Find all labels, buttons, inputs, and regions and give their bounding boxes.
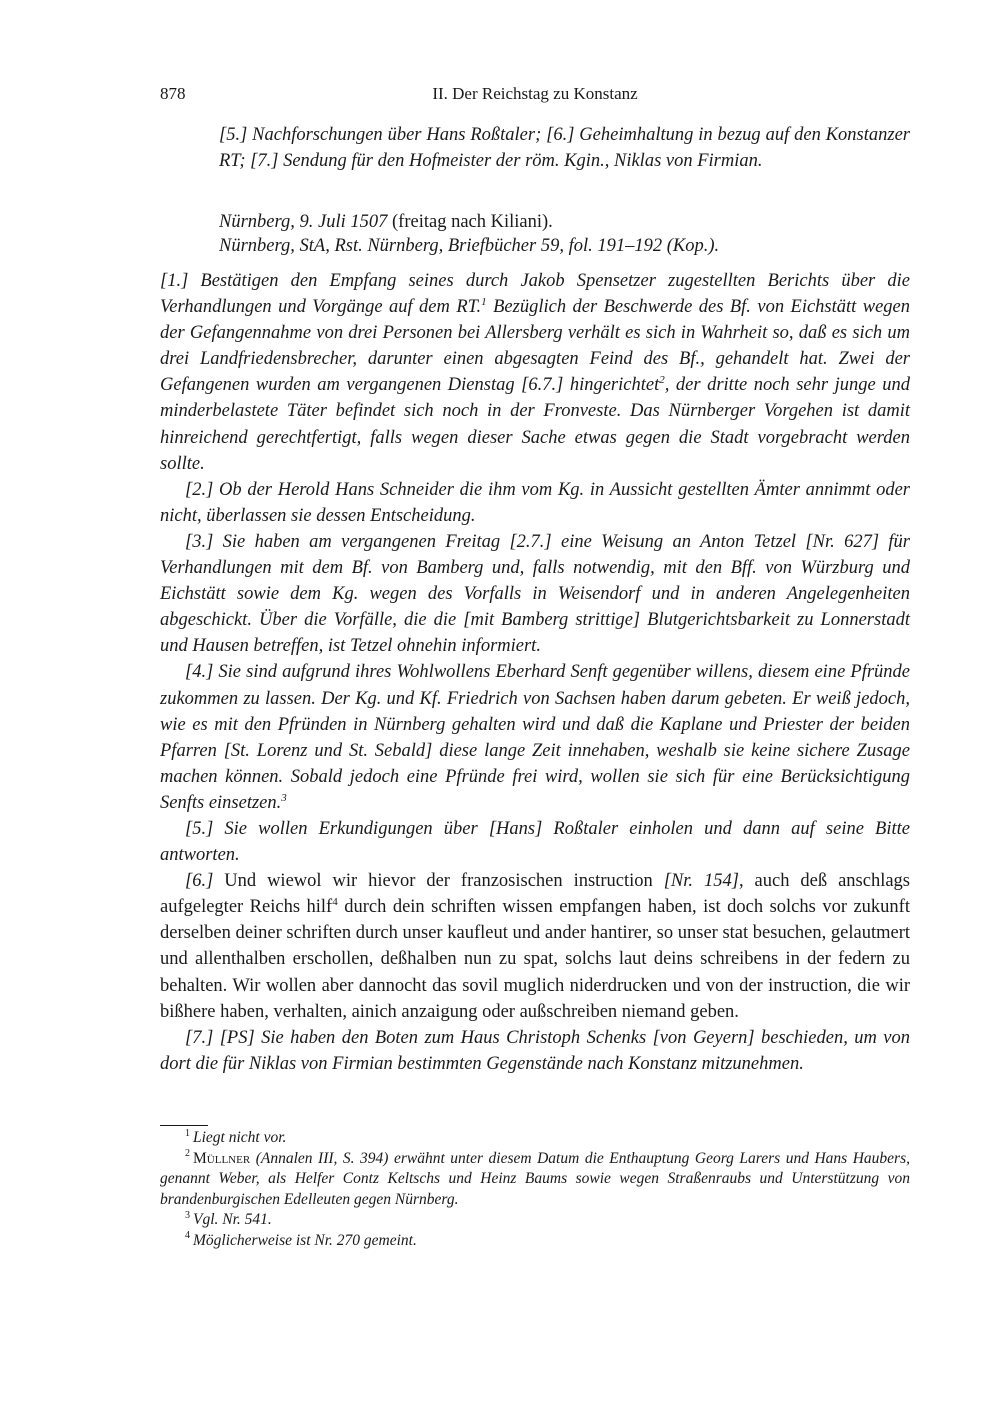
paragraph-1: [160, 268, 910, 477]
footnote-ref-4[interactable]: 4: [332, 896, 338, 909]
footnote-text: Möglicherweise ist Nr. 270 gemeint.: [193, 1231, 417, 1249]
footnote-number: 2: [185, 1148, 190, 1160]
running-head: [160, 84, 910, 108]
paragraph-2: [2.] Ob der Herold Hans Schneider die ihm vom Kg. in Aussicht gestellten Ämter annimmt oder nicht, überlassen sie dessen Entscheidung.: [160, 479, 910, 526]
place-date-line: [219, 210, 910, 234]
footnote-text: (Annalen III, S. 394) erwähnt unter diesem Datum die Enthauptung Georg Larers und Hans Haubers, genannt Weber, als Helfer Contz Keltschs und Heinz Baums sowie wegen Straßenraubs und Unterstützung von brandenburgischen Edelleuten gegen Nürnberg.: [160, 1149, 910, 1208]
footnote-text: Vgl. Nr. 541.: [193, 1211, 272, 1228]
paragraph-6: [160, 868, 910, 1025]
footnote-text: Liegt nicht vor.: [193, 1129, 287, 1146]
footnote-number: 4: [185, 1230, 190, 1242]
document-summary: [5.] Nachforschungen über Hans Roßtaler; [6.] Geheimhaltung in bezug auf den Konstanzer RT; [7.] Sendung für den Hofmeister der röm. Kgin., Niklas von Firmian.: [219, 125, 910, 171]
dateline: [219, 210, 910, 258]
footnote-author: Müllner: [193, 1149, 251, 1167]
cross-reference: [Nr. 154]: [663, 871, 739, 892]
footnote-divider: [160, 1125, 208, 1126]
paragraph-7: [7.] [PS] Sie haben den Boten zum Haus Christoph Schenks [von Geyern] beschieden, um von dort die für Niklas von Firmian bestimmten Gegenstände nach Konstanz mitzunehmen.: [160, 1027, 910, 1074]
quoted-source-text: Und wiewol wir hievor der franzosischen instruction: [213, 871, 664, 892]
document-body: [160, 268, 910, 1077]
footnote-3: [160, 1210, 910, 1231]
paragraph-text: [1.] Bestätigen den Empfang seines durch Jakob Spensetzer zugestellten Berichts über die Verhandlungen und Vorgänge auf dem RT.: [160, 271, 910, 318]
paragraph-text: Bezüglich der Beschwerde des Bf. von Eichstätt wegen der Gefangennahme von drei Personen bei Allersberg verhält es sich in Wahrheit so, daß es sich um drei Landfriedensbrecher, darunter einen abgesagten Feind des Bf., gehandelt hat. Zwei der Gefangenen wurden am vergangenen Dienstag [6.7.] hingerichtet: [160, 297, 910, 396]
paragraph-text: [4.] Sie sind aufgrund ihres Wohlwollens Eberhard Senft gegenüber willens, diesem eine Pfründe zukommen zu lassen. Der Kg. und Kf. Friedrich von Sachsen haben darum gebeten. Er weiß jedoch, wie es mit den Pfründen in Nürnberg gehalten wird und daß die Kaplane und Priester der beiden Pfarren [St. Lorenz und St. Sebald] diese lange Zeit innehaben, weshalb sie keine sichere Zusage machen können. Sobald jedoch eine Pfründe frei wird, wollen sie sich für eine Berücksichtigung Senfts einsetzen.: [160, 662, 910, 813]
footnote-number: 1: [185, 1127, 190, 1139]
paragraph-5: [5.] Sie wollen Erkundigungen über [Hans] Roßtaler einholen und dann auf seine Bitte antworten.: [160, 818, 910, 866]
footnotes: [160, 1128, 910, 1251]
running-title: II. Der Reichstag zu Konstanz: [432, 84, 638, 103]
quoted-source-text: , auch deß anschlags aufgelegter Reichs hilf: [160, 871, 911, 918]
archival-source: Nürnberg, StA, Rst. Nürnberg, Briefbücher 59, fol. 191–192 (Kop.).: [219, 236, 720, 256]
page-number: 878: [160, 84, 186, 103]
quoted-source-text: durch dein schriften wissen empfangen haben, ist doch solchs vor zukunft derselben deiner schriften durch unser kaufleut und ander hantirer, so unser stat besuchen, gelautmert und allenthalben erschollen, deßhalben nun zu spat, solchs laut deins schreibens in der federn zu behalten. Wir wollen aber dannocht das sovil muglich niderdrucken und von der instruction, die wir bißhere haben, verhalten, ainich anzaigung oder außschreiben niemand geben.: [160, 897, 910, 1022]
paragraph-4: [160, 659, 910, 816]
footnote-4: [160, 1231, 910, 1252]
footnote-ref-1[interactable]: 1: [481, 295, 487, 308]
footnote-number: 3: [185, 1209, 190, 1221]
footnote-1: [160, 1128, 910, 1149]
footnote-ref-3[interactable]: 3: [281, 791, 287, 804]
paragraph-3: [3.] Sie haben am vergangenen Freitag [2.7.] eine Weisung an Anton Tetzel [Nr. 627] für Verhandlungen mit dem Bf. von Bamberg und, falls notwendig, mit den Bff. von Würzburg und Eichstätt sowie dem Kg. wegen des Vorfalls in Weisendorf und in anderen Angelegenheiten abgeschickt. Über die Vorfälle, die die [mit Bamberg strittige] Blutgerichtsbarkeit zu Lonnerstadt und Hausen betreffen, ist Tetzel ohnehin informiert.: [160, 531, 910, 657]
feast-day: (freitag nach Kiliani).: [387, 212, 553, 232]
footnote-2: [160, 1149, 910, 1211]
paragraph-text: , der dritte noch sehr junge und minderbelastete Täter befindet sich noch in der Fronveste. Das Nürnberger Vorgehen ist damit hinreichend gerechtfertigt, falls wegen dieser Sache etwas gegen die Stadt vorgebracht werden sollte.: [160, 375, 910, 474]
paragraph-label: [6.]: [185, 871, 214, 892]
place-date: Nürnberg, 9. Juli 1507: [219, 212, 388, 232]
footnote-ref-2[interactable]: 2: [659, 374, 665, 387]
